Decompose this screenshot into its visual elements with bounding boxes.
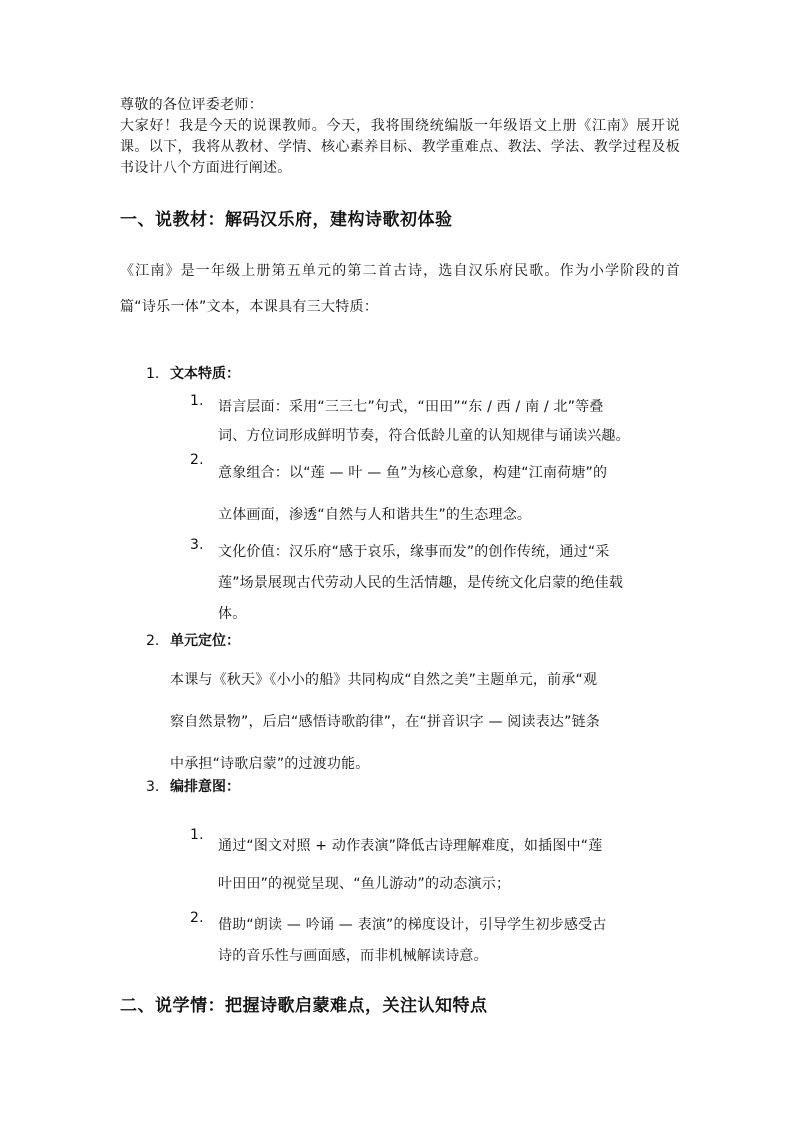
sub-text — [218, 393, 680, 451]
list-number: 1. — [146, 366, 160, 382]
sub-number: 2. — [190, 452, 204, 468]
section-heading-1: 一、说教材：解码汉乐府，建构诗歌初体验 — [120, 210, 453, 230]
text-line: 语言层面：采用“三三七”句式，“田田”“东 / 西 / 南 / 北”等叠 — [218, 399, 604, 415]
unit-position-text — [170, 659, 680, 785]
text-line: 借助“朗读 — 吟诵 — 表演”的梯度设计，引导学生初步感受古 — [218, 917, 607, 933]
sub-number: 2. — [190, 910, 204, 926]
list-item-2 — [146, 630, 240, 650]
list-title: 编排意图： — [170, 779, 240, 795]
text-line: 中承担“诗歌启蒙”的过渡功能。 — [170, 756, 370, 772]
list-item-3 — [146, 776, 240, 796]
text-line: 立体画面，渗透“自然与人和谐共生”的生态理念。 — [218, 507, 532, 523]
text-line: 本课与《秋天》《小小的船》共同构成“自然之美”主题单元，前承“观 — [170, 672, 598, 688]
list-title: 文本特质： — [170, 366, 240, 382]
list-item-1 — [146, 363, 240, 383]
sub-text — [218, 910, 680, 972]
sub-number: 3. — [190, 537, 204, 553]
text-line: 察自然景物”，后启“感悟诗歌韵律”，在“拼音识字 — 阅读表达”链条 — [170, 714, 600, 730]
text-line: 文化价值：汉乐府“感于哀乐，缘事而发”的创作传统，通过“采 — [218, 544, 610, 560]
text-line: 诗的音乐性与画面感，而非机械解读诗意。 — [218, 948, 488, 964]
text-line: 意象组合：以“莲 — 叶 — 鱼”为核心意象，构建“江南荷塘”的 — [218, 465, 608, 481]
sub-number: 1. — [190, 827, 204, 843]
text-line: 体。 — [218, 606, 247, 622]
list-number: 2. — [146, 633, 160, 649]
text-line: 通过“图文对照 + 动作表演”降低古诗理解难度，如插图中“莲 — [218, 838, 603, 854]
sub-text — [218, 452, 680, 536]
text-line: 叶田田”的视觉呈现、“鱼儿游动”的动态演示； — [218, 876, 511, 892]
sub-number: 1. — [190, 393, 204, 409]
list-title: 单元定位： — [170, 633, 240, 649]
section1-intro: 《江南》是一年级上册第五单元的第二首古诗，选自汉乐府民歌。作为小学阶段的首篇“诗乐一体”文本，本课具有三大特质： — [120, 263, 680, 315]
sub-text — [218, 827, 680, 903]
list-number: 3. — [146, 779, 160, 795]
greeting — [120, 95, 680, 179]
section-heading-2: 二、说学情：把握诗歌启蒙难点，关注认知特点 — [120, 996, 488, 1016]
greeting-body: 大家好！我是今天的说课教师。今天，我将围绕统编版一年级语文上册《江南》展开说课。以下，我将从教材、学情、核心素养目标、教学重难点、教法、学法、教学过程及板书设计八个方面进行阐述。 — [120, 118, 680, 176]
text-line: 词、方位词形成鲜明节奏，符合低龄儿童的认知规律与诵读兴趣。 — [218, 428, 630, 444]
sub-text — [218, 537, 680, 630]
greeting-salutation: 尊敬的各位评委老师： — [120, 97, 263, 113]
text-line: 莲”场景展现古代劳动人民的生活情趣，是传统文化启蒙的绝佳载 — [218, 575, 624, 591]
